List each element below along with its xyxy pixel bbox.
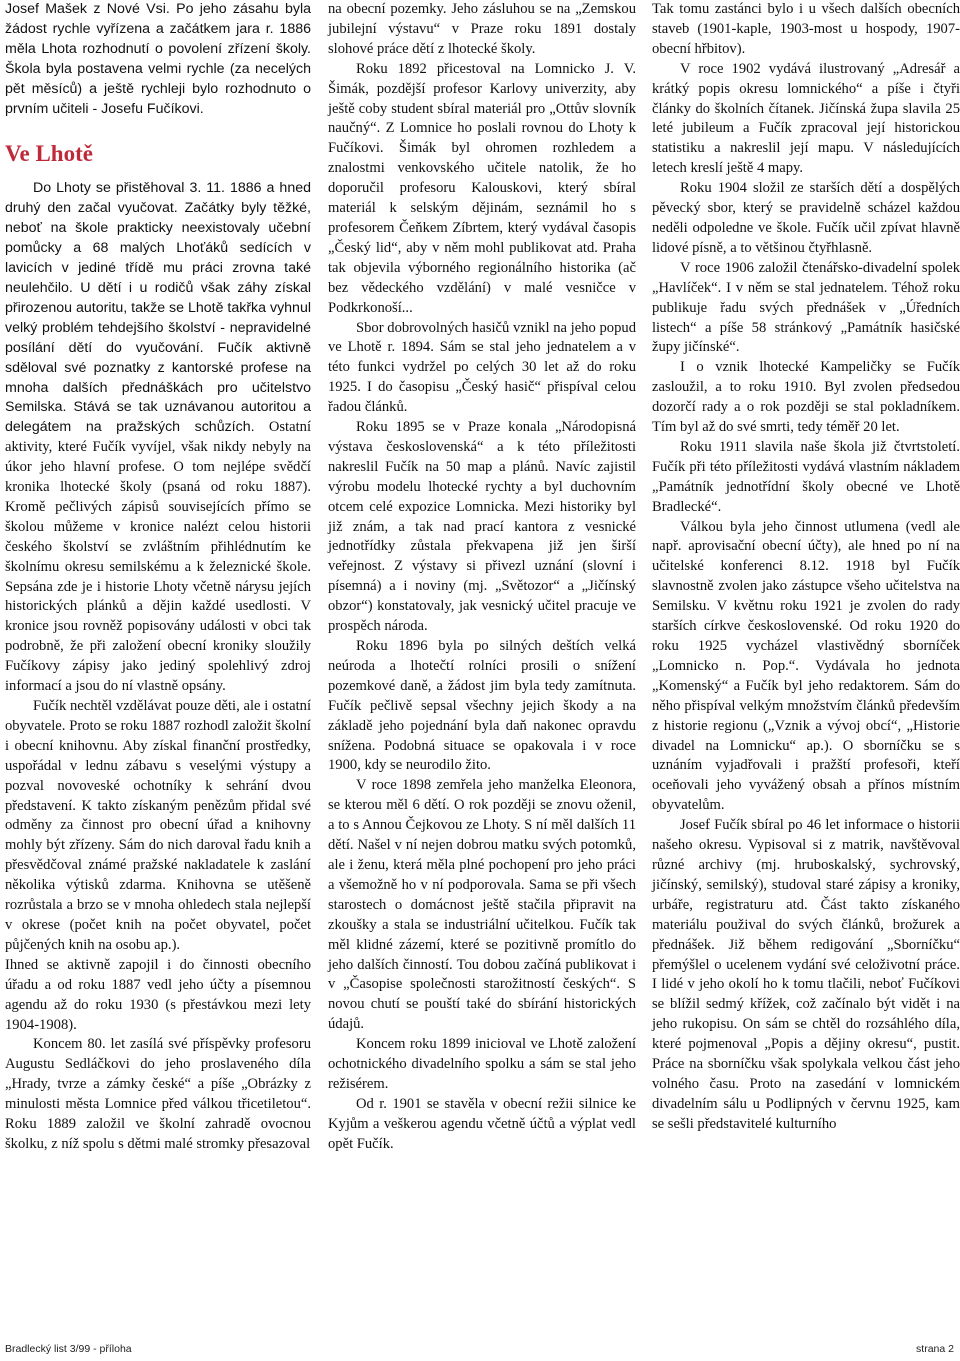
column-1 [5,0,311,1155]
paragraph-arrival-lead: Do Lhoty se přistěhoval 3. 11. 1886 a hned druhý den začal vyučovat. [5,180,311,217]
paragraph-tax-1896: Roku 1896 byla po silných deštích velká neúroda a lhotečtí rolníci prosili o snížení pozemkové daně, a žádost jim byla tedy zamítnuta. Fučík pečlivě sepsal všechny jejich škody a na základě jeho pojednání byla daň nakonec opravdu snížena. Podobná situace se opakovala i v roce 1900, kdy se neurodilo žito. [328,638,636,774]
column-3 [652,0,960,1135]
paragraph-firefighters: Sbor dobrovolných hasičů vznikl na jeho popud ve Lhotě r. 1894. Sám se stal jeho jednatelem a v této funkci vydržel po celých 30 let až do roku 1925. I do časopisu „Český hasič“ přispíval celou řadou článků. [328,319,636,416]
paragraph-choir: Roku 1904 složil ze starších dětí a dospělých pěvecký sbor, který se pravidelně scházel každou neděli odpoledne ve škole. Fučík učil zpívat hlavně lidové písně, a to většinou čtyřhlasně. [652,180,960,256]
paragraph-war: Válkou byla jeho činnost utlumena (vedl ale např. aprovisační obecní účty), ale hned po ní na učitelské konferenci 8.12. 1918 byl Fučík slavnostně zvolen jako zástupce všeho učitelstva na Semilsku. V květnu roku 1921 je zvolen do rady starších církve československé. Od roku 1920 do roku 1925 vycházel vlastivědný sborníček „Lomnicko n. Pop.“. Vydávala ho jednota „Komenský“ a Fučík byl jeho redaktorem. Sám do něho přispíval velkým množstvím článků především z historie regionu („Vznik a vývoj obcí“, „Historie divadel na Lomnicku“ ap.). O sborníčku se s uznáním vyjadřovali i pražští profesoři, kteří oceňovali jeho vyvážený obsah a přínos místním obyvatelům. [652,518,960,814]
paragraph-buildings: Tak tomu zastánci bylo i u všech dalších obecních staveb (1901-kaple, 1903-most u hospody, 1907-obecní hřbitov). [652,1,960,57]
paragraph-family: V roce 1898 zemřela jeho manželka Eleonora, se kterou měl 6 dětí. O rok později se znovu oženil, a to s Annou Čejkovou ze Lhoty. S ní měl dalších 11 dětí. Našel v ní nejen dobrou matku svých potomků, ale i ženu, která měla plné pochopení pro jeho práci a všemožně ho v ní podporovala. Sama se při všech starostech o domácnost ještě stačila připravit na zkoušky a stala se industriální učitelkou. Fučík tak měl klidné zázemí, které se pozitivně promítlo do jeho dalších činností. Tou dobou začíná publikovat i v „Časopise společnosti starožitností českých“. S novou chutí se pouští také do sbírání historických údajů. [328,777,636,1033]
footer-page-number: strana 2 [916,1343,954,1355]
intro-paragraph: Josef Mašek z Nové Vsi. Po jeho zásahu byla žádost rychle vyřízena a začátkem jara r. 1886 měla Lhota rozhodnutí o povolení zřízení školy. Škola byla postavena velmi rychle (za necelých pět měsíců) a ještě rychleji bylo rozhodnuto o prvním učiteli - Josefu Fučíkovi. [5,1,311,117]
paragraph-late-80s: Koncem 80. let zasílá své příspěvky profesoru Augustu Sedláčkovi do jeho proslaveného díla „Hrady, tvrze a zámky české“ a píše „Obrázky z minulosti města Lomnice před válkou třicetiletou“. Roku 1889 založil ve školní zahradě ovocnou školku, z níž spolu s dětmi malé stromky přesazoval [5,1036,311,1152]
paragraph-arrival-authority: U dětí i u rodičů však záhy získal přirozenou autoritu, takže se Lhotě takřka vyhnul velký problém tehdejšího školství - nepravidelné posílání dětí do vyučování. Fučík aktivně sděloval své poznatky z kantorské profese na mnoha dalších přednáškách pro učitelstvo Semilska. Stává se tak uznávanou autoritou a delegátem na pražských schůzích. [5,279,311,436]
column-2 [328,0,636,1155]
paragraph-kampelicka: I o vznik lhotecké Kampeličky se Fučík zasloužil, a to roku 1910. Byl zvolen předsedou dozorčí rady a o rok později se stal pokladníkem. Tím byl až do své smrti, tedy téměř 20 let. [652,359,960,436]
paragraph-exhibition-1895: Roku 1895 se v Praze konala „Národopisná výstava československá“ a k této příležitosti nakreslil Fučík na 50 map a plánů. Navíc zajistil výrobu modelu lhotecké rychty a byl duchovním otcem celé expozice Lomnicka. Mezi historiky byl již znám, a tak nad prací kantora z vesnické jednotřídky zůstala překvapena již jen širší veřejnost. Z výstavy si přivezl uznání (slovní i písemná) a i noviny (mj. „Světozor“ a „Jičínský obzor“) konstatovaly, jak vesnický učitel pracuje ve prospěch národa. [328,419,636,635]
paragraph-adresar: V roce 1902 vydává ilustrovaný „Adresář a krátký popis okresu lomnického“ a píše i čtyři články do školních čítanek. Jičínská župa slavila 25 leté jubileum a Fučík zpracoval její historickou statistiku a nakreslil její mapu. V následujících letech kreslí ještě 4 mapy. [652,60,960,177]
paragraph-exhibition-1891: na obecní pozemky. Jeho zásluhou se na „Zemskou jubilejní výstavu“ v Praze roku 1891 dostaly slohové práce dětí z lhotecké školy. [328,1,636,57]
paragraph-school-25: Roku 1911 slavila naše škola již čtvrtstoletí. Fučík při této příležitosti vydává vlastním nákladem „Památník jednotřídní školy obecné ve Lhotě Bradlecké“. [652,438,960,515]
paragraph-theatre: Koncem roku 1899 inicioval ve Lhotě založení ochotnického divadelního spolku a sám se stal jeho režisérem. [328,1036,636,1092]
paragraph-arrival [5,179,311,697]
paragraph-library: Fučík nechtěl vzdělávat pouze děti, ale i ostatní obyvatele. Proto se roku 1887 rozhodl založit školní i obecní knihovnu. Aby získal finanční prostředky, uspořádal v lednu zábavu s veselými výstupy a pozval novoveské ochotníky k sehrání dvou představení. K takto získaným penězům přidal své odměny za činnost pro obecní úřad a knihovny mohly být zřízeny. Sám do nich daroval řadu knih a přesvědčoval známé pražské nakladatele k zaslání několika výtisků zdarma. Knihovna se utěšeně rozrůstala a brzo se v mnoha ohledech stala nejlepší v okrese (počet knih na počet obyvatel, počet půjčených knih na osobu ap.). [5,698,311,953]
section-heading: Ve Lhotě [5,141,93,167]
paragraph-arrival-start: Začátky byly těžké, neboť na škole prakticky neexistovaly učební pomůcky a 68 malých Lhoťáků sedících v lavicích v jediné třídě mu práci zrovna také neulehčilo. [5,200,311,296]
paragraph-arrival-chronicle: Ostatní aktivity, které Fučík vyvíjel, však nikdy nebyly na úkor jeho hlavní profese. O tom nejlépe svědčí kronika lhotecké školy (psaná od roku 1887). Kromě pečlivých zápisů souvisejících přímo se školou můžeme v kronice nalézt celou historii českého školství se zvláštním přihlédnutím ke školnímu okresu semilskému a k železnické škole. Sepsána zde je i historie Lhoty včetně nárysu jejích historických plánků a dějin každé usedlosti. V kronice jsou rovněž popisovány události v obci tak podrobně, že při založení obecní kroniky sloužily Fučíkovy zápisy jako jediný spolehlivý zdroj informací a jsou do ní vlastně opsány. [5,419,312,695]
paragraph-havlicek: V roce 1906 založil čtenářsko-divadelní spolek „Havlíček“. I v něm se stal jednatelem. Téhož roku publikuje řadu svých přednášek v „Úředních listech“ a píše 58 stránkový „Památník hasičské župy jičínské“. [652,259,960,356]
paragraph-simak: Roku 1892 přicestoval na Lomnicko J. V. Šimák, pozdější profesor Karlovy univerzity, aby ještě coby student sbíral materiál pro „Ottův slovník naučný“. Z Lomnice ho poslali rovnou do Lhoty k Fučíkovi. Šimák byl ohromen rozhledem a znalostmi venkovského učitele natolik, že ho doporučil profesoru Kalouskovi, který sbíral materiál k selským dějinám, seznámil ho s profesorem Čeňkem Zíbrtem, který vydával časopis „Český lid“, aby v něm mohl publikovat atd. Praha tak objevila výborného regionálního historika (ač bez vědeckého vzdělání) v malé vesničce v Podkrkonoší... [328,60,636,316]
paragraph-municipal-office: Ihned se aktivně zapojil i do činnosti obecního úřadu a od roku 1887 vedl jeho účty a písemnou agendu až do roku 1930 (s přestávkou mezi lety 1904-1908). [5,956,311,1033]
paragraph-road: Od r. 1901 se stavěla v obecní režii silnice ke Kyjům a veškerou agendu včetně účtů a výplat vedl opět Fučík. [328,1095,636,1152]
footer-publication: Bradlecký list 3/99 - příloha [5,1343,132,1355]
paragraph-research: Josef Fučík sbíral po 46 let informace o historii našeho okresu. Vypisoval si z matrik, navštěvoval různé archivy (mj. hruboskalský, sychrovský, jičínský, semilský), studoval staré zápisy a kroniky, urbáře, registraturu atd. Část takto získaného materiálu použival do svých článků, brožurek a přednášek. Již během redigování „Sborníčku“ přemýšlel o ucelenem vydání své celoživotní práce. I lidé v jeho okolí ho k tomu tlačili, neboť Fučíkovi se blížil sedmý křížek, což začínalo být vidět i na jeho rukopisu. On sám se chtěl do rozsáhlého díla, které pojmenoval „Popis a dějiny okresu“, pustit. Práce na sborníčku však spolykala velkou část jeho volného času. Proto na zasedání v lomnickém divadelním sálu u Podlipných v červnu 1925, kam se sešli představitelé kulturního [652,817,960,1132]
